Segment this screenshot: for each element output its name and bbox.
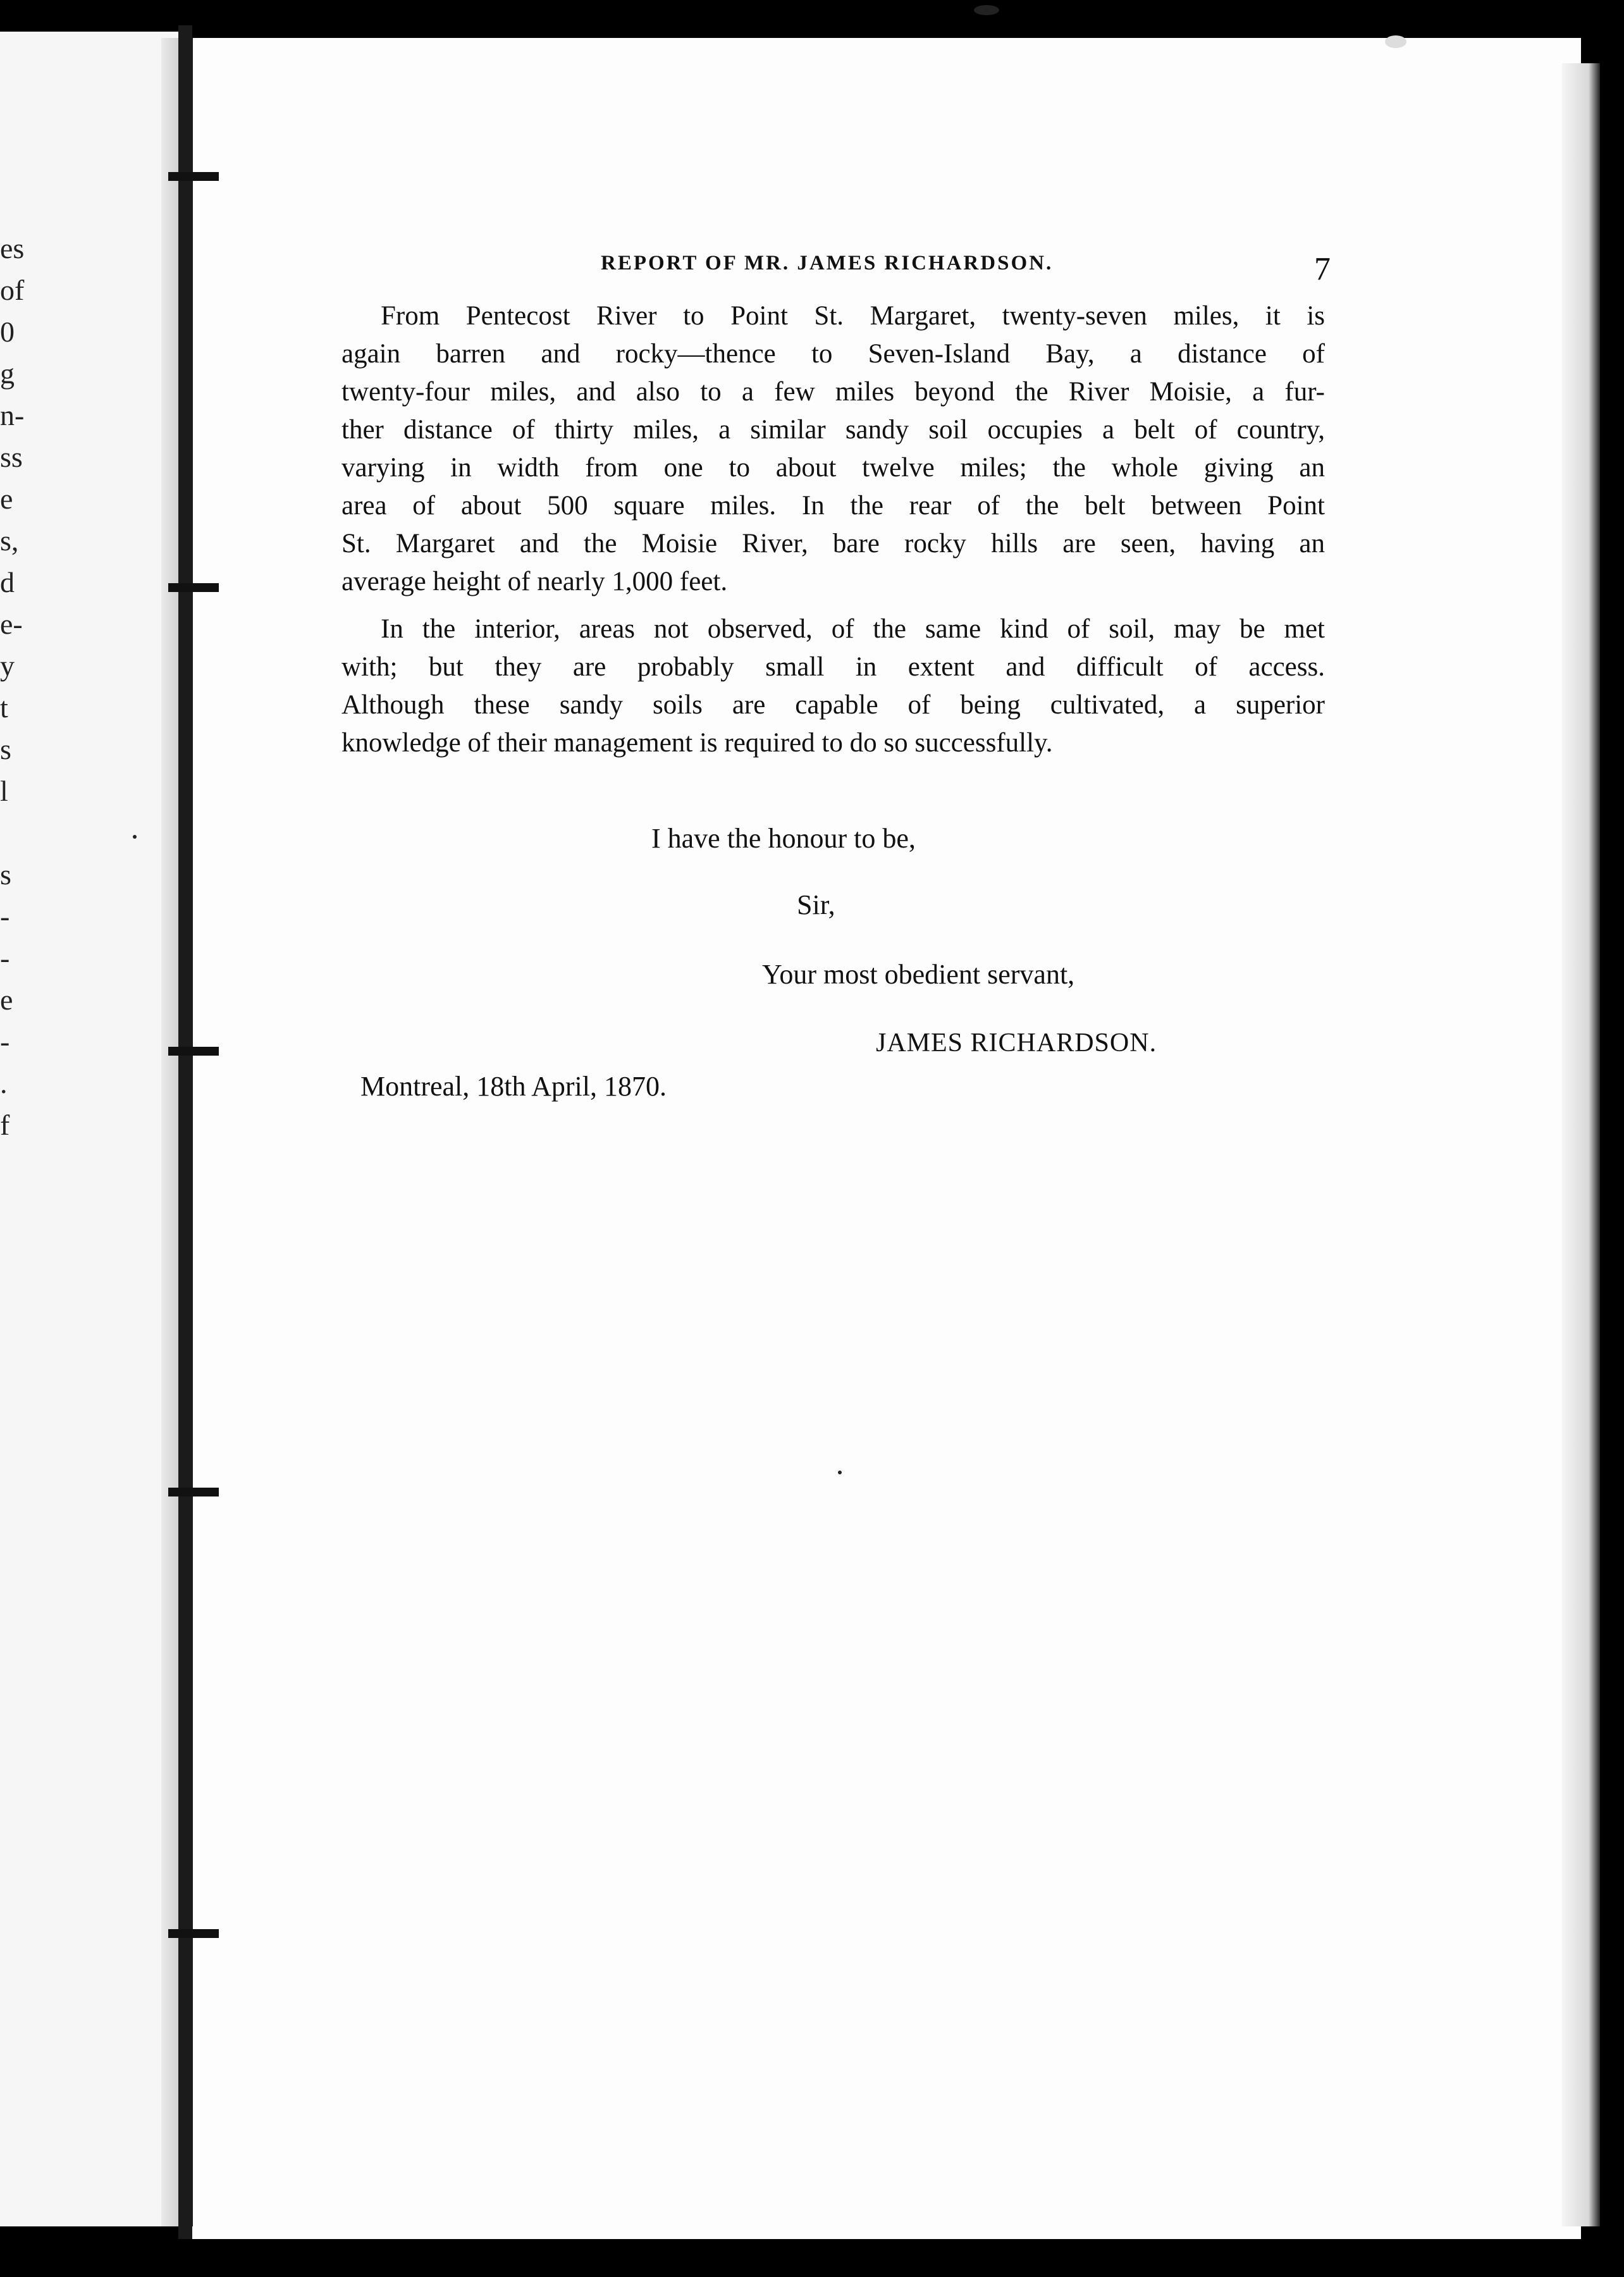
paragraph-1 [341, 297, 1325, 601]
running-title: REPORT OF MR. JAMES RICHARDSON. [601, 252, 1054, 275]
binding-stitch [168, 172, 219, 181]
binding-edge [178, 25, 192, 2239]
paper-speck [974, 5, 999, 15]
fragment-line: e [0, 984, 13, 1016]
text-line: area of about 500 square miles. In the rear of the belt between Point [341, 491, 1325, 521]
fragment-line: - [0, 942, 10, 974]
fragment-line: f [0, 1109, 10, 1141]
text-line: varying in width from one to about twelve miles; the whole giving an [341, 453, 1325, 483]
fragment-line: . [0, 1067, 8, 1099]
fragment-line: g [0, 357, 15, 390]
fragment-line: - [0, 1025, 10, 1058]
fragment-line: s, [0, 524, 19, 557]
text-line: knowledge of their management is required to do so successfully. [341, 728, 1053, 758]
fragment-line: n- [0, 399, 25, 431]
text-line: From Pentecost River to Point St. Margaret, twenty-seven miles, it is [381, 301, 1325, 331]
paragraph-2 [341, 610, 1325, 762]
text-line: St. Margaret and the Moisie River, bare rocky hills are seen, having an [341, 529, 1325, 558]
fragment-line: d [0, 566, 15, 598]
fragment-line [0, 812, 38, 854]
closing-line-1: I have the honour to be, [651, 823, 916, 854]
text-line: ther distance of thirty miles, a similar sandy soil occupies a belt of country, [341, 415, 1325, 445]
text-line: In the interior, areas not observed, of the same kind of soil, may be met [381, 614, 1325, 644]
fragment-line: e [0, 483, 13, 515]
text-line: Although these sandy soils are capable of being cultivated, a superior [341, 690, 1325, 720]
fragment-line: s [0, 733, 11, 765]
fragment-line: s [0, 858, 11, 891]
paper-speck [838, 1471, 842, 1474]
text-line: twenty-four miles, and also to a few miles beyond the River Moisie, a fur- [341, 377, 1325, 407]
left-page-fragment [0, 228, 38, 1146]
fragment-line: e- [0, 608, 23, 640]
fragment-line: es [0, 232, 25, 264]
binding-stitch [168, 583, 219, 592]
closing-salutation: Sir, [797, 889, 835, 920]
dateline: Montreal, 18th April, 1870. [360, 1071, 667, 1102]
binding-stitch [168, 1488, 219, 1496]
closing-line-3: Your most obedient servant, [762, 959, 1075, 990]
signature: JAMES RICHARDSON. [876, 1028, 1157, 1058]
text-line: again barren and rocky—thence to Seven-Island Bay, a distance of [341, 339, 1325, 369]
text-line: with; but they are probably small in extent and difficult of access. [341, 652, 1325, 682]
fragment-line: - [0, 900, 10, 932]
fragment-line: t [0, 691, 8, 724]
binding-stitch [168, 1047, 219, 1056]
fragment-line: 0 [0, 316, 15, 348]
paper-speck [133, 835, 137, 839]
page-number: 7 [1314, 251, 1331, 287]
fragment-line: l [0, 775, 8, 807]
paper-speck [1385, 35, 1406, 48]
fragment-line: y [0, 650, 15, 682]
fragment-line: ss [0, 441, 23, 473]
fragment-line: of [0, 274, 25, 306]
text-line: average height of nearly 1,000 feet. [341, 567, 728, 596]
page-right-edge [1562, 63, 1600, 2226]
binding-stitch [168, 1929, 219, 1938]
